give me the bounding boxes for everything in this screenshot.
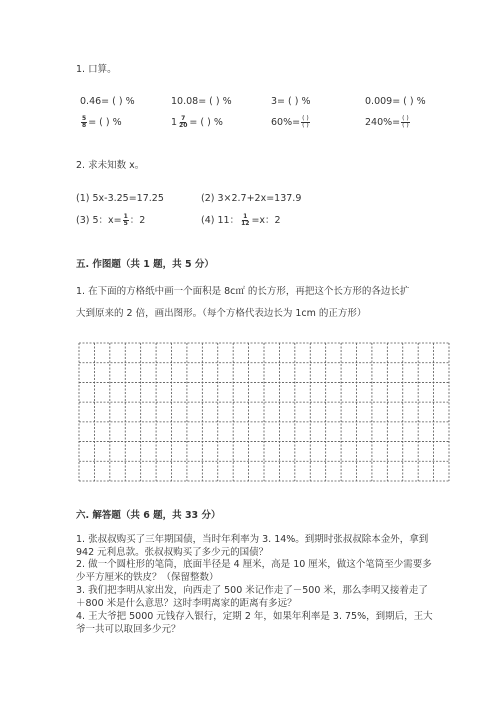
fraction: $\frac{7}{20}$ [179, 115, 188, 129]
drawing-question-line: 大到原来的 2 倍，画出图形。（每个方格代表边长为 1cm 的正方形） [76, 308, 367, 319]
question-2-title: 2. 求未知数 x。 [76, 160, 145, 171]
equation-item: (4) 11： $\frac{1}{12}$ =x：2 [201, 213, 281, 227]
fraction-blank: $\frac{( )}{( )}$ [402, 115, 409, 129]
calc-item: 10.08= ( ) % [171, 96, 232, 107]
equation-item: (3) 5：x= $\frac{1}{5}$ ：2 [76, 213, 146, 227]
fraction: $\frac{5}{8}$ [82, 115, 87, 129]
equation-item: (2) 3×2.7+2x=137.9 [201, 193, 302, 204]
drawing-question-line: 1. 在下面的方格纸中画一个面积是 8c㎡ 的长方形，再把这个长方形的各边长扩 [76, 286, 410, 297]
fraction: $\frac{1}{5}$ [123, 213, 128, 227]
word-problem: 2. 做一个圆柱形的笔筒，底面半径是 4 厘米，高是 10 厘米，做这个笔筒至少需要多少平方厘米的铁皮？（保留整数） [76, 559, 432, 583]
word-problem: 1. 张叔叔购买了三年期国债，当时年利率为 3. 14%。到期时张叔叔除本金外，拿到 942 元利息款。张叔叔购买了多少元的国债？ [76, 534, 429, 558]
word-problem: 4. 王大爷把 5000 元钱存入银行，定期 2 年，如果年利率是 3. 75%，到期后，王大爷一共可以取回多少元？ [76, 611, 433, 635]
calc-item: 0.46= ( ) % [80, 96, 135, 107]
grid-paper[interactable] [78, 342, 450, 482]
fraction-blank: $\frac{( )}{( )}$ [302, 115, 309, 129]
calc-item-mixed-number: 1 $\frac{7}{20}$ = ( ) % [171, 115, 223, 129]
section-5-heading: 五. 作图题（共 1 题，共 5 分） [76, 259, 214, 270]
question-1-title: 1. 口算。 [76, 64, 117, 75]
grid-svg [78, 342, 450, 482]
section-6-heading: 六. 解答题（共 6 题，共 33 分） [76, 510, 221, 521]
calc-item-percent: 240%= $\frac{( )}{( )}$ [365, 115, 409, 129]
calc-item-fraction: $\frac{5}{8}$ = ( ) % [82, 115, 122, 129]
calc-item: 3= ( ) % [271, 96, 311, 107]
fraction: $\frac{1}{12}$ [241, 213, 250, 227]
word-problem: 3. 我们把李明从家出发，向西走了 500 米记作走了－500 米，那么李明又接着走了＋800 米是什么意思？这时李明离家的距离有多远？ [76, 585, 428, 609]
calc-item: 0.009= ( ) % [365, 96, 426, 107]
equation-item: (1) 5x-3.25=17.25 [76, 193, 164, 204]
calc-item-percent: 60%= $\frac{( )}{( )}$ [271, 115, 309, 129]
